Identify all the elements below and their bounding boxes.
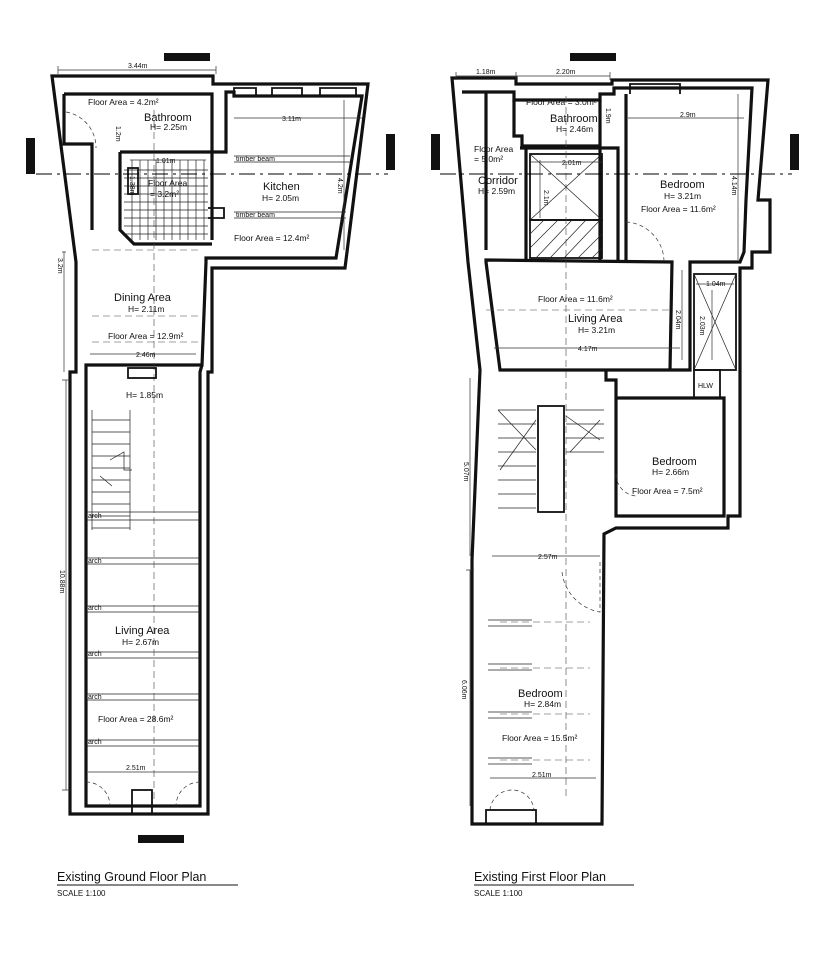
ground-bathroom-area: Floor Area = 4.2m²	[88, 97, 159, 107]
first-dim-top-left: 1.18m	[476, 69, 496, 76]
ground-dim-dining-width: 2.46m	[136, 352, 156, 359]
first-bedroom1-name: Bedroom	[660, 179, 705, 191]
first-bedroom3-name: Bedroom	[518, 688, 563, 700]
first-bedroom2-name: Bedroom	[652, 456, 697, 468]
first-dim-duct-height: 2.03m	[698, 316, 705, 336]
ground-dim-top: 3.44m	[128, 63, 148, 70]
ground-dining-area: Floor Area = 12.9m²	[108, 331, 184, 341]
first-corridor-height: H= 2.59m	[478, 186, 516, 196]
first-dim-bath: 1.9m	[604, 108, 611, 124]
ground-dim-kitchen-height: 4.2m	[336, 178, 343, 194]
ground-dim-store-height: 1.38m	[128, 176, 135, 196]
first-hlw-label: HLW	[698, 383, 714, 390]
ground-store-area: = 3.2m²	[150, 189, 180, 199]
first-dim-bottom: 2.51m	[532, 772, 552, 779]
ground-front-door	[86, 782, 200, 806]
first-living-name: Living Area	[568, 313, 623, 325]
ground-outer-wall	[52, 76, 368, 814]
ground-arch-6: arch	[88, 739, 102, 746]
ground-section-marker-right	[386, 134, 395, 170]
ground-arch-5: arch	[88, 694, 102, 701]
first-bedroom3-area: Floor Area = 15.5m²	[502, 733, 578, 743]
first-section-marker-right	[790, 134, 799, 170]
ground-dimension-lines	[58, 66, 362, 790]
first-section-marker-left	[431, 134, 440, 170]
first-living-height: H= 3.21m	[578, 325, 616, 335]
first-plan-scale: SCALE 1:100	[474, 889, 523, 898]
first-plan-title: Existing First Floor Plan	[474, 870, 606, 884]
ground-kitchen-area: Floor Area = 12.4m²	[234, 233, 310, 243]
ground-dim-living: 10.88m	[58, 570, 65, 594]
ground-plan-scale: SCALE 1:100	[57, 889, 106, 898]
ground-living-area: Floor Area = 28.6m²	[98, 714, 174, 724]
first-dim-shaft-height: 2.1m	[542, 190, 549, 206]
first-dim-bedroom-height: 4.14m	[730, 176, 737, 196]
ground-section-marker-bottom	[138, 835, 184, 843]
first-dim-shaft: 2.01m	[562, 160, 582, 167]
ground-dim-kitchen-width: 3.11m	[282, 116, 301, 123]
first-dim-bedroom3-width: 2.57m	[538, 554, 558, 561]
first-living-area: Floor Area = 11.6m²	[538, 294, 613, 304]
ground-bathroom-name: Bathroom	[144, 112, 192, 124]
first-bedroom1-door	[626, 222, 664, 262]
first-dim-top: 2.20m	[556, 69, 576, 76]
ground-beam-label-1: timber beam	[236, 156, 275, 163]
first-dash-lines	[486, 96, 670, 800]
ground-dining-name: Dining Area	[114, 292, 171, 304]
first-dim-duct: 1.04m	[706, 281, 726, 288]
first-bathroom-name: Bathroom	[550, 113, 598, 125]
ground-arch-3: arch	[88, 605, 102, 612]
first-corridor-area-1: Floor Area	[474, 144, 514, 154]
first-bathroom-area: Floor Area = 3.0m²	[526, 97, 597, 107]
ground-arch-2: arch	[88, 558, 102, 565]
first-dim-living-width: 4.17m	[578, 346, 598, 353]
ground-kitchen-height: H= 2.05m	[262, 193, 300, 203]
first-bedroom1-area: Floor Area = 11.6m²	[641, 204, 716, 214]
ground-arch-1: arch	[88, 513, 102, 520]
first-bedroom3-height: H= 2.84m	[524, 699, 562, 709]
first-stairs	[498, 406, 604, 512]
ground-plan-title: Existing Ground Floor Plan	[57, 870, 207, 884]
first-corridor-area-2: = 5.0m²	[474, 154, 504, 164]
first-bedroom2-height: H= 2.66m	[652, 467, 690, 477]
ground-beam-label-2: timber beam	[236, 212, 275, 219]
ground-opening	[128, 368, 156, 378]
ground-dim-store: 1.01m	[156, 158, 176, 165]
first-dim-stair: 5.07m	[462, 462, 469, 482]
ground-section-marker-top	[164, 53, 210, 61]
ground-store-name: Floor Area	[148, 178, 188, 188]
first-corridor-name: Corridor	[478, 175, 518, 187]
ground-dim-bath: 1.2m	[114, 126, 121, 142]
ground-front-step	[132, 790, 152, 814]
first-dim-bedroom3-height: 6.06m	[460, 680, 467, 700]
first-balcony-door	[490, 790, 534, 810]
first-balcony	[486, 810, 536, 824]
first-dim-bedroom-width: 2.9m	[680, 112, 696, 119]
ground-bathroom-height: H= 2.25m	[150, 122, 188, 132]
ground-living-height: H= 2.67m	[122, 637, 160, 647]
ground-kitchen-name: Kitchen	[263, 181, 300, 193]
ground-dim-dining: 3.2m	[56, 258, 63, 274]
first-bathroom-height: H= 2.46m	[556, 124, 594, 134]
ground-living-name: Living Area	[115, 625, 170, 637]
first-section-marker-top	[570, 53, 616, 61]
ground-section-marker-left	[26, 138, 35, 174]
first-bedroom2-area: Floor Area = 7.5m²	[632, 486, 703, 496]
first-bedroom3-door	[562, 562, 600, 612]
ground-arch-4: arch	[88, 651, 102, 658]
first-dim-living-height: 2.04m	[674, 310, 681, 330]
first-bedroom1-height: H= 3.21m	[664, 191, 702, 201]
ground-stair-height: H= 1.85m	[126, 390, 164, 400]
ground-dim-bottom: 2.51m	[126, 765, 146, 772]
ground-store-tiles	[124, 160, 208, 240]
ground-dining-height: H= 2.11m	[128, 304, 165, 314]
